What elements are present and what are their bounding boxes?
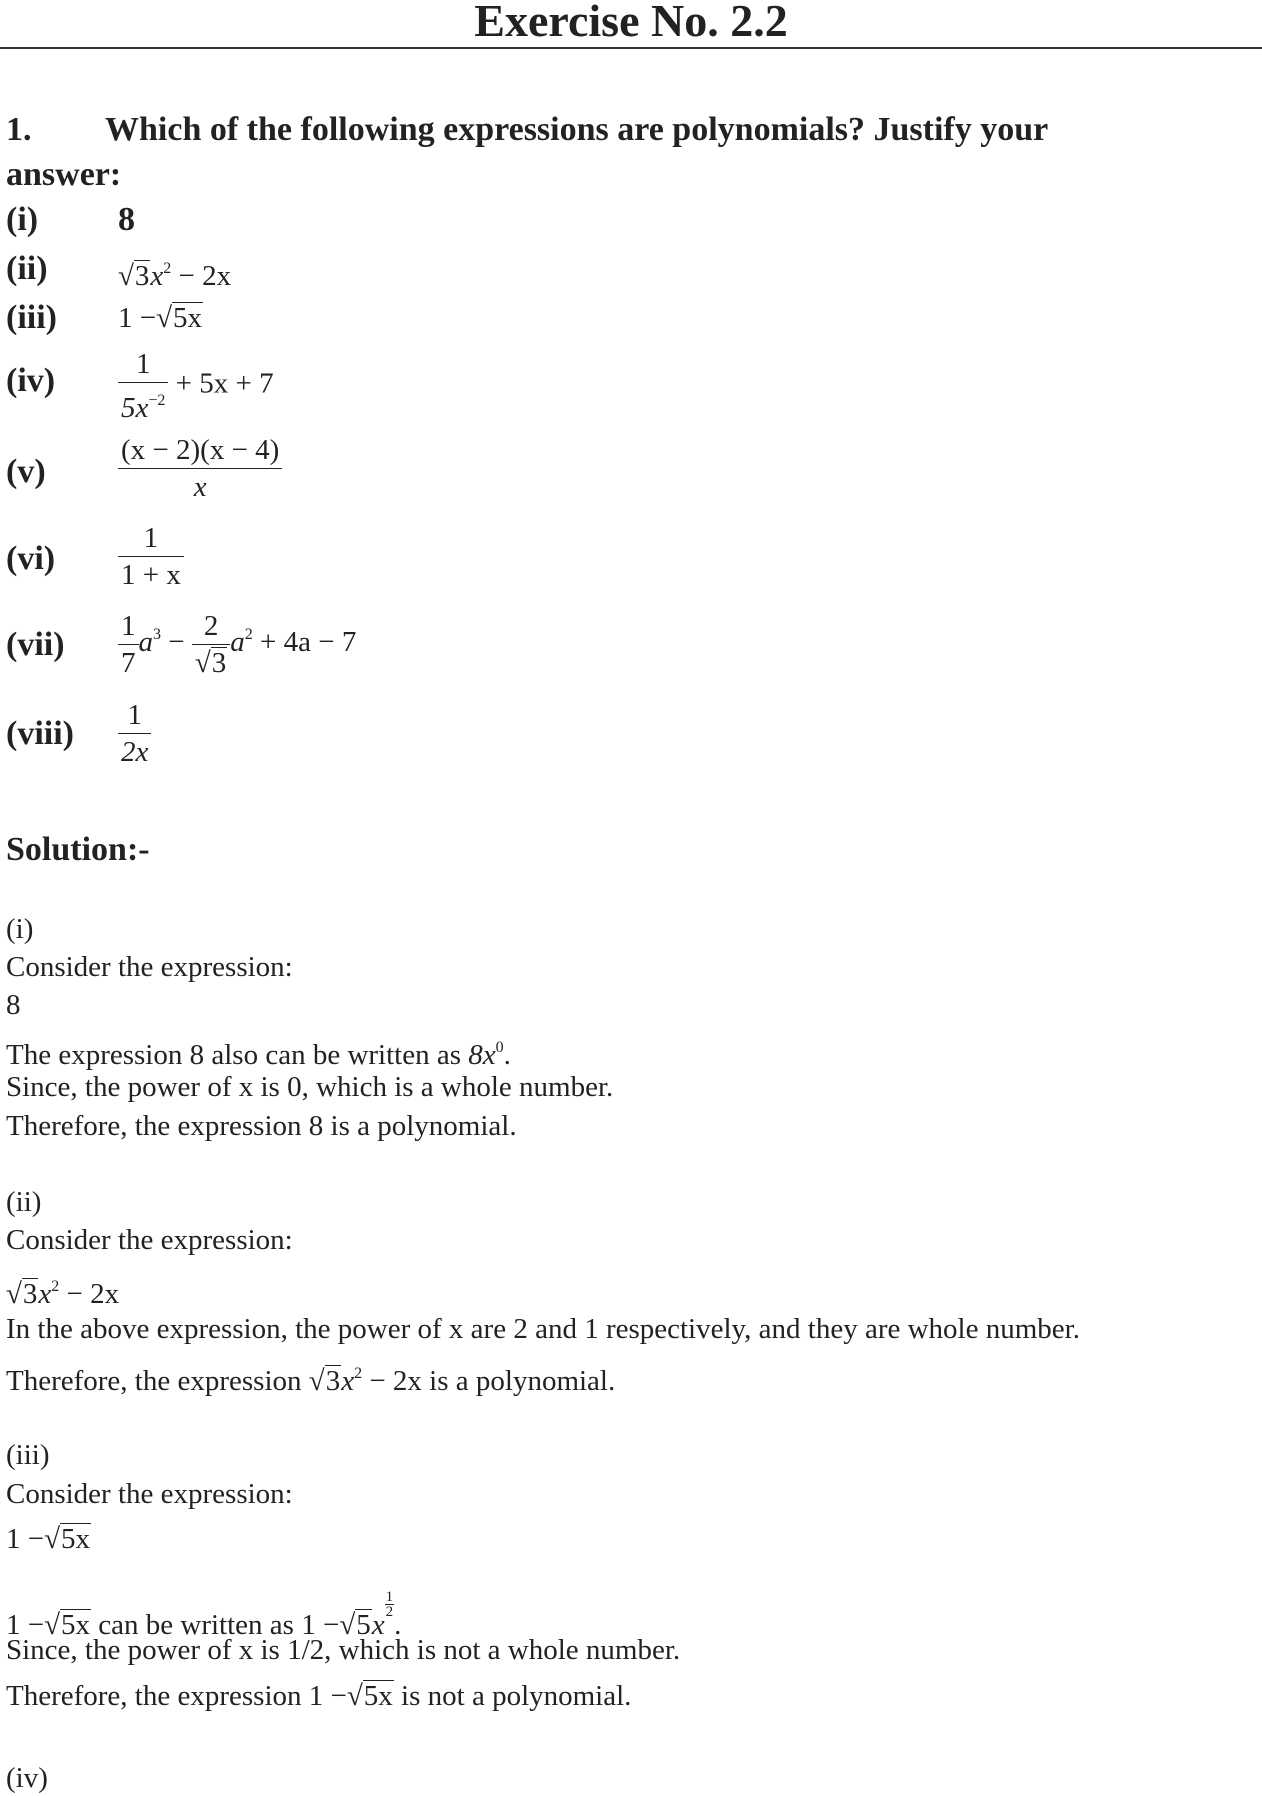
item-label: (vi) (6, 540, 56, 577)
text: The expression 8 also can be written as (6, 1039, 461, 1071)
text-line: Therefore, the expression $√3x^2 - 2x$ is a polynomial. (6, 1365, 616, 1397)
exponent-denominator: 2 (385, 1604, 394, 1620)
exponent: 3 (153, 626, 161, 644)
item-label: (i) (6, 201, 39, 238)
part-label: (i) (6, 913, 34, 945)
expression: $√3x^2 - 2x$ (6, 1278, 120, 1310)
expression: 8 (6, 989, 21, 1021)
term: 1 − (308, 1680, 347, 1712)
radicand: 5x (61, 1609, 91, 1641)
text: Therefore, the expression (6, 1365, 302, 1397)
numerator: 1 (118, 346, 168, 383)
var: x (341, 1365, 355, 1397)
numerator: 1 (118, 608, 139, 645)
exponent: 2 (51, 1278, 60, 1295)
item-expression (118, 432, 282, 505)
question-text: Which of the following expressions are polynomials? Justify your (105, 111, 1049, 148)
solution-heading: Solution:- (6, 831, 150, 868)
page-title: Exercise No. 2.2 (474, 0, 788, 46)
denominator: x (193, 471, 207, 503)
term: + 4a − 7 (260, 626, 357, 659)
text: is not a polynomial. (401, 1680, 632, 1712)
expression: 8x (468, 1039, 496, 1071)
text-line: 1 −√5x can be written as 1 −√5x $\frac{1}{2}$ . (6, 1589, 402, 1641)
question-number: 1. (6, 111, 32, 148)
var: a (138, 626, 153, 659)
item-label: (iv) (6, 362, 56, 399)
text-line: The expression 8 also can be written as $8x^0$. (6, 1039, 511, 1071)
numerator: (x − 2)(x − 4) (118, 432, 282, 469)
part-label: (iv) (6, 1762, 48, 1794)
radicand: 3 (134, 260, 150, 292)
text-line: In the above expression, the power of x are 2 and 1 respectively, and they are whole number. (6, 1313, 1080, 1345)
term: + 5x + 7 (175, 367, 274, 400)
expression: 1 −√5x (6, 1523, 91, 1555)
radicand: 5x (61, 1523, 91, 1555)
var: x (371, 1609, 385, 1641)
text-line: Since, the power of x is 1/2, which is not a whole number. (6, 1634, 681, 1666)
exponent: −2 (148, 392, 166, 409)
text: Therefore, the expression (6, 1680, 302, 1712)
item-label: (ii) (6, 250, 48, 287)
item-expression: $\frac{1}{7}$ $a^3$ − $\frac{2}{√3}$ $a^2 + 4a - 7$ (118, 608, 356, 681)
radicand: 5x (173, 302, 203, 334)
denominator: 2x (121, 736, 149, 768)
term: 1 − (301, 1609, 340, 1641)
denominator: 7 (121, 647, 136, 679)
denominator: 1 + x (121, 559, 181, 591)
radicand: 3 (211, 647, 227, 679)
term: 1 − (6, 1523, 45, 1555)
term: 1 − (6, 1609, 45, 1641)
radicand: 3 (22, 1278, 38, 1310)
text-line: Therefore, the expression 8 is a polynomial. (6, 1110, 517, 1142)
radicand: 5 (356, 1609, 371, 1641)
var: x (38, 1278, 52, 1310)
item-expression: 8 (118, 201, 135, 238)
denominator: 5x (121, 392, 149, 424)
exponent: 2 (244, 626, 253, 644)
term: − 2x (66, 1278, 120, 1310)
term: − 2x (369, 1365, 422, 1397)
consider-text: Consider the expression: (6, 1224, 293, 1256)
consider-text: Consider the expression: (6, 951, 293, 983)
exponent: 2 (354, 1365, 363, 1382)
numerator: 1 (118, 697, 151, 734)
radicand: 5x (363, 1680, 393, 1712)
text: is a polynomial. (429, 1365, 616, 1397)
exponent: 0 (495, 1039, 504, 1056)
text: can be written as (98, 1609, 294, 1641)
numerator: 2 (192, 608, 230, 645)
item-label: (vii) (6, 626, 65, 663)
text-line: Therefore, the expression 1 −√5x is not a polynomial. (6, 1680, 632, 1712)
item-expression (118, 697, 151, 770)
var: a (230, 626, 245, 659)
exponent: 2 (163, 260, 172, 277)
part-label: (ii) (6, 1186, 42, 1218)
item-expression: $√3x^2 - 2x$ (118, 260, 232, 292)
item-expression (118, 346, 274, 426)
question-text-cont: answer: (6, 156, 122, 193)
item-expression (118, 520, 184, 593)
item-label: (v) (6, 453, 46, 490)
consider-text: Consider the expression: (6, 1478, 293, 1510)
term: 1 − (118, 302, 157, 334)
item-label: (viii) (6, 715, 74, 752)
part-label: (iii) (6, 1439, 50, 1471)
operator: − (168, 626, 185, 659)
text-line: Since, the power of x is 0, which is a whole number. (6, 1071, 614, 1103)
exponent-numerator: 1 (385, 1589, 394, 1605)
title-divider (0, 47, 1262, 49)
term: − 2x (178, 260, 232, 292)
radicand: 3 (325, 1365, 341, 1397)
numerator: 1 (118, 520, 184, 557)
var: x (150, 260, 164, 292)
item-label: (iii) (6, 299, 57, 336)
item-expression: 1 −√5x (118, 302, 203, 334)
